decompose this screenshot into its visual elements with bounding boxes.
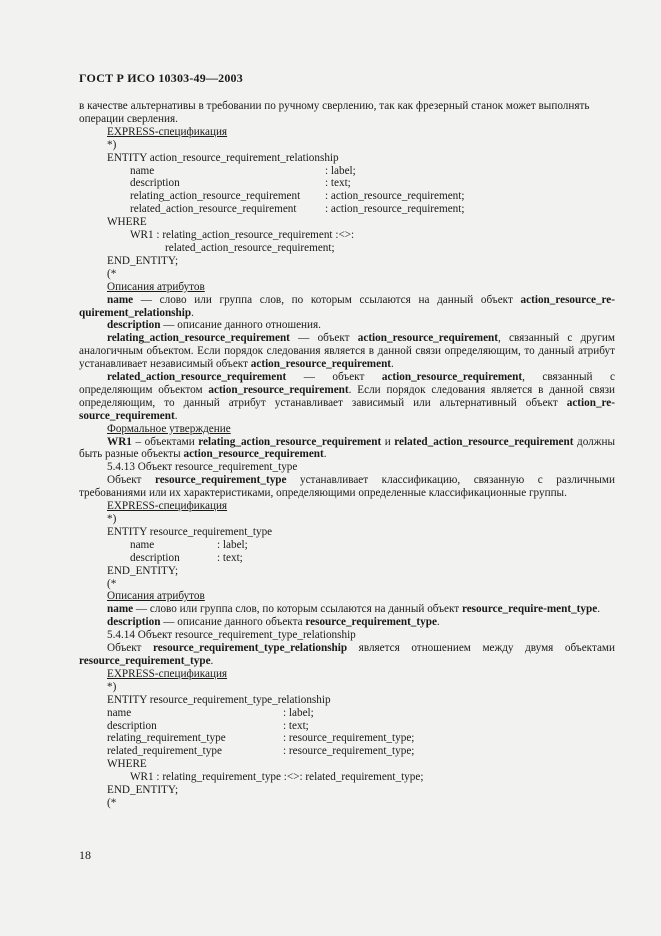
attribute-descriptions-label: Описания атрибутов xyxy=(107,590,205,603)
where-keyword: WHERE xyxy=(107,216,147,229)
express-spec-label: EXPRESS-спецификация xyxy=(107,125,228,138)
entity-declaration: ENTITY action_resource_requirement_relationship xyxy=(107,151,339,164)
entity-declaration: ENTITY resource_requirement_type_relationship xyxy=(107,693,331,706)
comment-close: *) xyxy=(107,138,117,151)
where-keyword: WHERE xyxy=(107,758,147,771)
section-text: Объект resource_requirement_type_relationship является отношением между двумя объектами resource_requirement_type. xyxy=(79,642,616,667)
section-heading: 5.4.13 Объект resource_requirement_type xyxy=(107,461,298,474)
page-header: ГОСТ Р ИСО 10303-49—2003 xyxy=(79,71,243,85)
where-rule-continued: related_action_resource_requirement; xyxy=(165,241,335,254)
entity-declaration: ENTITY resource_requirement_type xyxy=(107,525,273,538)
express-spec-label: EXPRESS-спецификация xyxy=(107,667,228,680)
entity-attribute: description : text; xyxy=(130,177,351,190)
attr-desc-description: description — описание данного объекта resource_requirement_type. xyxy=(107,616,440,629)
entity-attribute: name : label; xyxy=(130,538,248,551)
entity-attribute: related_requirement_type : resource_requirement_type; xyxy=(107,745,415,758)
attr-desc-name: name — слово или группа слов, по которым ссылаются на данный объект resource_require-ment_type. xyxy=(107,603,600,616)
page-number: 18 xyxy=(79,848,91,862)
comment-open: (* xyxy=(107,796,117,809)
entity-attribute: relating_requirement_type : resource_requirement_type; xyxy=(107,732,415,745)
comment-open: (* xyxy=(107,577,117,590)
end-entity: END_ENTITY; xyxy=(107,784,179,797)
formal-proposition-wr1: WR1 – объектами relating_action_resource_requirement и related_action_resource_requirement должны быть разные объекты action_resource_requirement. xyxy=(79,435,615,461)
entity-attribute: relating_action_resource_requirement : action_resource_requirement; xyxy=(130,190,465,203)
attr-desc-name: name — слово или группа слов, по которым ссылаются на данный объект action_resource_re-quirement_relationship. xyxy=(79,293,615,319)
attr-desc-description: description — описание данного отношения. xyxy=(107,319,321,332)
comment-close: *) xyxy=(107,513,117,525)
where-rule: WR1 : relating_requirement_type :<>: related_requirement_type; xyxy=(130,771,424,784)
entity-attribute: name : label; xyxy=(130,164,356,177)
express-spec-label: EXPRESS-спецификация xyxy=(107,500,228,513)
comment-open: (* xyxy=(107,267,117,280)
entity-attribute: description : text; xyxy=(107,719,309,732)
section-heading: 5.4.14 Объект resource_requirement_type_relationship xyxy=(107,629,356,642)
entity-attribute: description : text; xyxy=(130,551,243,564)
attr-desc-related: related_action_resource_requirement — объект action_resource_requirement, связанный с определяющим объектом action_resource_requirement. Если порядок следования является в данной связи определяющим, то данный атрибут устанавливает зависимый или альтернативный объект action_re-source_requirement. xyxy=(79,371,616,422)
attr-desc-relating: relating_action_resource_requirement — объект action_resource_requirement, связанный с другим аналогичным объектом. Если порядок следования является в данной связи определяющим, то данный атрибут устанавливает независимый объект action_resource_requirement. xyxy=(79,332,615,371)
intro-line-2: операции сверления. xyxy=(79,112,178,125)
entity-attribute: name : label; xyxy=(107,706,314,719)
intro-line-1: в качестве альтернативы в требовании по ручному сверлению, так как фрезерный станок может выполнять xyxy=(79,100,590,112)
comment-close: *) xyxy=(107,680,117,693)
formal-proposition-label: Формальное утверждение xyxy=(107,422,231,435)
entity-attribute: related_action_resource_requirement : action_resource_requirement; xyxy=(130,203,465,216)
where-rule: WR1 : relating_action_resource_requirement :<>: xyxy=(130,229,355,242)
attribute-descriptions-label: Описания атрибутов xyxy=(107,280,205,293)
section-text: Объект resource_requirement_type устанавливает классификацию, связанную с различными требованиями или их характеристиками, определяющими определенные классификационные группы. xyxy=(79,474,616,500)
end-entity: END_ENTITY; xyxy=(107,564,179,577)
end-entity: END_ENTITY; xyxy=(107,254,179,267)
page-body xyxy=(79,100,615,810)
